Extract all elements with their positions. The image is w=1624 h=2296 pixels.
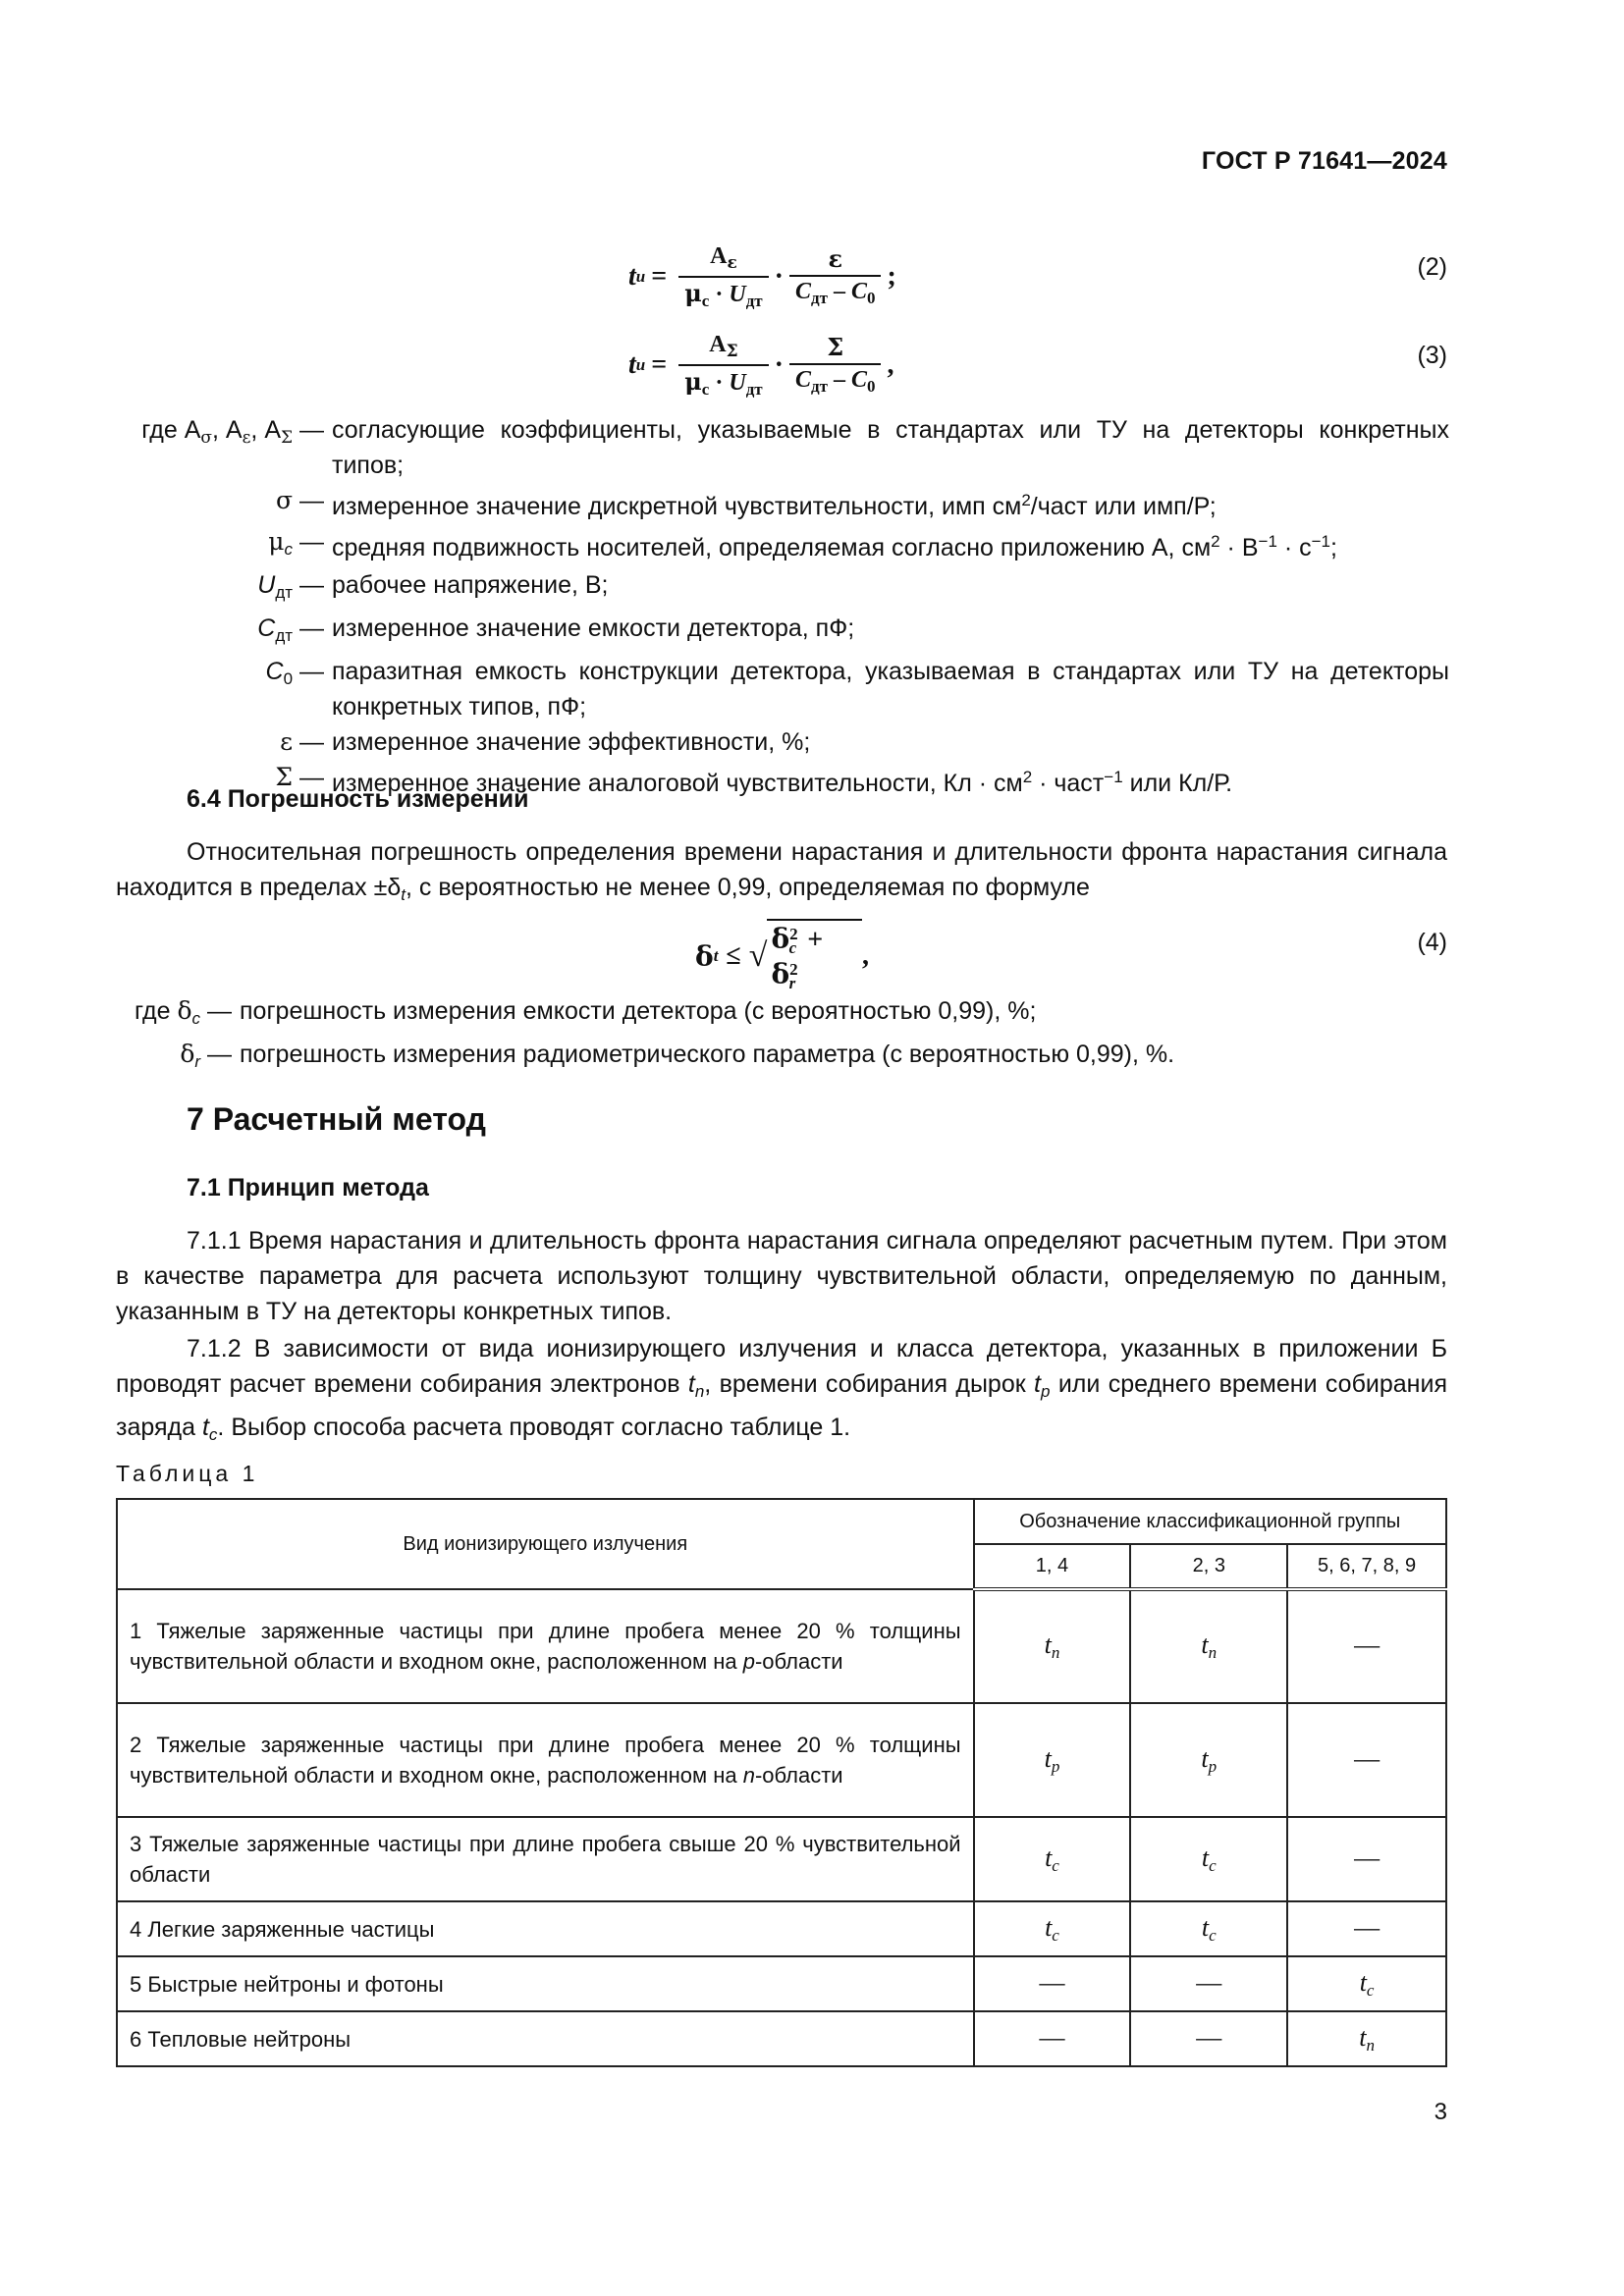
- where-item: где $A_\sigma$, $A_\varepsilon$, $A_\Sigma$ — согласующие коэффициенты, указываемые в стандартах или ТУ на детекторы конкретных типов;: [141, 416, 1449, 479]
- header-group-1: 1, 4: [974, 1544, 1131, 1589]
- table-row: 3 Тяжелые заряженные частицы при длине пробега свыше 20 % чувствительной области $t_c$ $t_c$ —: [117, 1817, 1446, 1901]
- where-list-1: [116, 412, 1449, 801]
- formula-4: δ t ≤ √ $\delta^2_c + \delta^2_r$ ,: [695, 919, 869, 993]
- section-6-4-title: 6.4 Погрешность измерений: [187, 785, 529, 813]
- where-item: $\delta_r$ — погрешность измерения радиометрического параметра (с вероятностью 0,99), %.: [180, 1040, 1175, 1071]
- section-7-1-title: 7.1 Принцип метода: [187, 1174, 429, 1201]
- paragraph-7-1-2: 7.1.2 В зависимости от вида ионизирующего излучения и класса детектора, указанных в приложении Б проводят расчет времени собирания электронов $t_n$, времени собирания дырок $t_p$ или среднего времени собирания заряда $t_c$. Выбор способа расчета проводят согласно таблице 1.: [116, 1335, 1447, 1444]
- table-row: 4 Легкие заряженные частицы $t_c$ $t_c$ —: [117, 1901, 1446, 1956]
- section-7-title: 7 Расчетный метод: [187, 1101, 486, 1137]
- where-item: Σ — измеренное значение аналоговой чувствительности, Кл · $см^2$ · част$^{-1}$ или Кл/Р.: [275, 763, 1233, 797]
- formula-2: t u = $\frac{A_\varepsilon}{\mu_c \cdot U_{дт}}$ · $\frac{\varepsilon}{C_{дт} - C_0}$ ;: [628, 243, 896, 310]
- standard-header: ГОСТ Р 71641—2024: [1201, 147, 1447, 175]
- where-item: ε — измеренное значение эффективности, %;: [280, 727, 811, 756]
- section-6-4-paragraph: Относительная погрешность определения времени нарастания и длительности фронта нарастания сигнала находится в пределах $\pm\delta_t$, с вероятностью не менее 0,99, определяемая по формуле: [116, 838, 1447, 904]
- where-item: где $\delta_c$ — погрешность измерения емкости детектора (с вероятностью 0,99), %;: [135, 996, 1037, 1028]
- where-list-2: [116, 993, 1447, 1080]
- paragraph-7-1-1: 7.1.1 Время нарастания и длительность фронта нарастания сигнала определяют расчетным путем. При этом в качестве параметра для расчета используют толщину чувствительной области, определяемую по данным, указанным в ТУ на детекторы конкретных типов.: [116, 1227, 1447, 1325]
- header-group-2: 2, 3: [1130, 1544, 1287, 1589]
- formula-2-number: (2): [1417, 253, 1447, 281]
- where-item: $C_{дт}$ — измеренное значение емкости детектора, пФ;: [257, 614, 855, 645]
- where-item: $\mu_c$ — средняя подвижность носителей, определяемая согласно приложению А, $см^2 \cdot В^{-1} \cdot с^{-1}$;: [268, 527, 1337, 561]
- header-radiation-type: Вид ионизирующего излучения: [117, 1499, 974, 1589]
- header-class-group: Обозначение классификационной группы: [974, 1499, 1446, 1544]
- formula-3-number: (3): [1417, 342, 1447, 369]
- table-row: 1 Тяжелые заряженные частицы при длине пробега менее 20 % толщины чувствительной области и входном окне, расположенном на р-области $t_n$ $t_n$ —: [117, 1589, 1446, 1703]
- where-item: $C_0$ — паразитная емкость конструкции детектора, указываемая в стандартах или ТУ на детекторы конкретных типов, пФ;: [265, 658, 1449, 721]
- where-item: σ — измеренное значение дискретной чувствительности, имп $см^2$/част или имп/Р;: [275, 486, 1217, 520]
- table-row: 6 Тепловые нейтроны — — $t_n$: [117, 2011, 1446, 2066]
- page-number: 3: [1434, 2099, 1447, 2125]
- table-caption: Таблица 1: [116, 1461, 259, 1486]
- formula-4-number: (4): [1417, 929, 1447, 956]
- formula-3: t u = $\frac{A_\Sigma}{\mu_c \cdot U_{дт}}$ · $\frac{\Sigma}{C_{дт} - C_0}$ ,: [628, 332, 894, 399]
- table-1: [116, 1498, 1447, 2067]
- header-group-3: 5, 6, 7, 8, 9: [1287, 1544, 1446, 1589]
- table-row: 2 Тяжелые заряженные частицы при длине пробега менее 20 % толщины чувствительной области и входном окне, расположенном на n-области $t_p$ $t_p$ —: [117, 1703, 1446, 1817]
- table-row: 5 Быстрые нейтроны и фотоны — — $t_c$: [117, 1956, 1446, 2011]
- where-item: $U_{дт}$ — рабочее напряжение, В;: [257, 571, 609, 602]
